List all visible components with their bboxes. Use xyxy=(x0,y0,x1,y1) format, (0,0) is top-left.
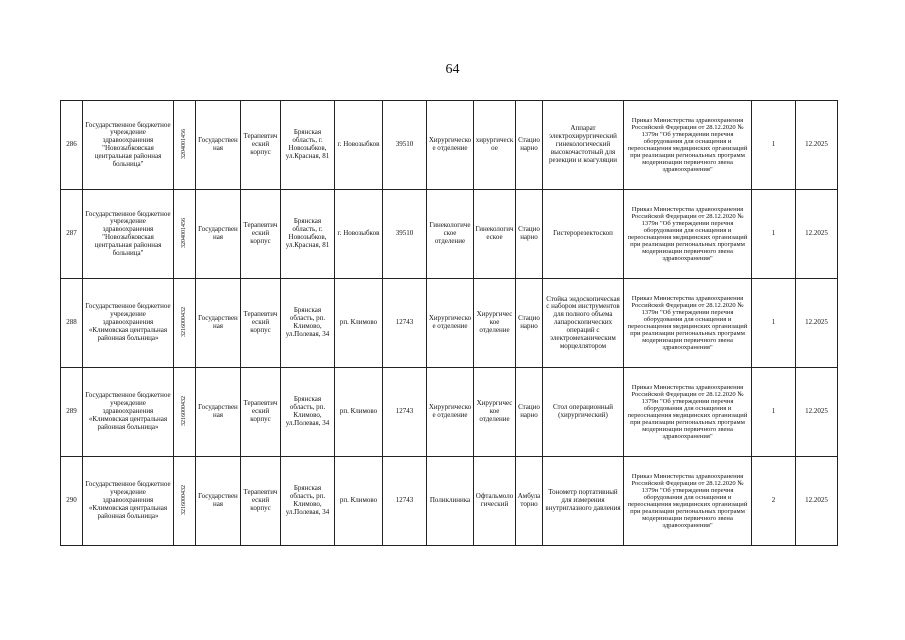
inn-code: 3216000432 xyxy=(174,368,196,457)
regulatory-order: Приказ Министерства здравоохранения Российской Федерации от 28.12.2020 № 1379н "Об утверждении перечня оборудования для оснащения и переоснащения медицинских организаций при реализации региональных программ модернизации первичного звена здравоохранения" xyxy=(624,190,752,279)
care-form: Стационарно xyxy=(516,279,543,368)
locality: г. Новозыбков xyxy=(335,190,383,279)
organization-name: Государственное бюджетное учреждение здравоохранения «Климовская центральная районная больница» xyxy=(83,368,174,457)
building-name: Терапевтический корпус xyxy=(241,368,281,457)
table-row xyxy=(61,457,838,546)
quantity: 1 xyxy=(752,279,796,368)
regulatory-order: Приказ Министерства здравоохранения Российской Федерации от 28.12.2020 № 1379н "Об утверждении перечня оборудования для оснащения и переоснащения медицинских организаций при реализации региональных программ модернизации первичного звена здравоохранения" xyxy=(624,368,752,457)
regulatory-order: Приказ Министерства здравоохранения Российской Федерации от 28.12.2020 № 1379н "Об утверждении перечня оборудования для оснащения и переоснащения медицинских организаций при реализации региональных программ модернизации первичного звена здравоохранения" xyxy=(624,101,752,190)
equipment-name: Стол операционный (хирургический) xyxy=(543,368,624,457)
delivery-date: 12.2025 xyxy=(796,101,838,190)
inn-code: 3204001456 xyxy=(174,101,196,190)
equipment-name: Гистерорезектоскоп xyxy=(543,190,624,279)
regulatory-order: Приказ Министерства здравоохранения Российской Федерации от 28.12.2020 № 1379н "Об утверждении перечня оборудования для оснащения и переоснащения медицинских организаций при реализации региональных программ модернизации первичного звена здравоохранения" xyxy=(624,279,752,368)
row-number: 287 xyxy=(61,190,83,279)
department: Хирургическое отделение xyxy=(427,368,474,457)
ownership-type: Государственная xyxy=(196,101,241,190)
oktmo-code: 12743 xyxy=(383,279,427,368)
oktmo-code: 39510 xyxy=(383,101,427,190)
registry-body xyxy=(61,101,838,546)
building-name: Терапевтический корпус xyxy=(241,457,281,546)
department: Хирургическое отделение xyxy=(427,279,474,368)
row-number: 286 xyxy=(61,101,83,190)
address: Брянская область, рп. Климово, ул.Полевая, 34 xyxy=(281,457,335,546)
locality: рп. Климово xyxy=(335,368,383,457)
oktmo-code: 39510 xyxy=(383,190,427,279)
quantity: 1 xyxy=(752,101,796,190)
address: Брянская область, г. Новозыбков, ул.Красная, 81 xyxy=(281,190,335,279)
organization-name: Государственное бюджетное учреждение здравоохранения "Новозыбковская центральная районная больница" xyxy=(83,101,174,190)
table-row xyxy=(61,368,838,457)
inn-code: 3216000432 xyxy=(174,457,196,546)
delivery-date: 12.2025 xyxy=(796,190,838,279)
ownership-type: Государственная xyxy=(196,190,241,279)
oktmo-code: 12743 xyxy=(383,368,427,457)
table-row xyxy=(61,101,838,190)
address: Брянская область, рп. Климово, ул.Полевая, 34 xyxy=(281,279,335,368)
care-form: Стационарно xyxy=(516,190,543,279)
address: Брянская область, г. Новозыбков, ул.Красная, 81 xyxy=(281,101,335,190)
equipment-name: Тонометр портативный для измерения внутриглазного давления xyxy=(543,457,624,546)
quantity: 1 xyxy=(752,190,796,279)
equipment-name: Аппарат электрохирургический гинекологический высокочастотный для резекции и коагуляции xyxy=(543,101,624,190)
equipment-registry-table xyxy=(60,100,838,546)
organization-name: Государственное бюджетное учреждение здравоохранения «Климовская центральная районная больница» xyxy=(83,457,174,546)
row-number: 290 xyxy=(61,457,83,546)
row-number: 288 xyxy=(61,279,83,368)
department: Гинекологическое отделение xyxy=(427,190,474,279)
care-form: Амбулаторно xyxy=(516,457,543,546)
ownership-type: Государственная xyxy=(196,368,241,457)
medical-profile: Хирургическое отделение xyxy=(474,368,516,457)
department: Хирургическое отделение xyxy=(427,101,474,190)
delivery-date: 12.2025 xyxy=(796,368,838,457)
care-form: Стационарно xyxy=(516,368,543,457)
regulatory-order: Приказ Министерства здравоохранения Российской Федерации от 28.12.2020 № 1379н "Об утверждении перечня оборудования для оснащения и переоснащения медицинских организаций при реализации региональных программ модернизации первичного звена здравоохранения" xyxy=(624,457,752,546)
locality: рп. Климово xyxy=(335,279,383,368)
row-number: 289 xyxy=(61,368,83,457)
ownership-type: Государственная xyxy=(196,457,241,546)
medical-profile: Гинекологическое xyxy=(474,190,516,279)
table-row xyxy=(61,190,838,279)
medical-profile: хирургическое xyxy=(474,101,516,190)
inn-code: 3216000432 xyxy=(174,279,196,368)
building-name: Терапевтический корпус xyxy=(241,101,281,190)
equipment-name: Стойка эндоскопическая с набором инструментов для полного объема лапароскопических операций с электромеханическим морцеллятором xyxy=(543,279,624,368)
organization-name: Государственное бюджетное учреждение здравоохранения "Новозыбковская центральная районная больница" xyxy=(83,190,174,279)
oktmo-code: 12743 xyxy=(383,457,427,546)
building-name: Терапевтический корпус xyxy=(241,279,281,368)
building-name: Терапевтический корпус xyxy=(241,190,281,279)
medical-profile: Хирургическое отделение xyxy=(474,279,516,368)
table-row xyxy=(61,279,838,368)
page-number: 64 xyxy=(445,62,460,77)
organization-name: Государственное бюджетное учреждение здравоохранения «Климовская центральная районная больница» xyxy=(83,279,174,368)
quantity: 1 xyxy=(752,368,796,457)
medical-profile: Офтальмологический xyxy=(474,457,516,546)
quantity: 2 xyxy=(752,457,796,546)
address: Брянская область, рп. Климово, ул.Полевая, 34 xyxy=(281,368,335,457)
locality: рп. Климово xyxy=(335,457,383,546)
care-form: Стационарно xyxy=(516,101,543,190)
locality: г. Новозыбков xyxy=(335,101,383,190)
department: Поликлиника xyxy=(427,457,474,546)
ownership-type: Государственная xyxy=(196,279,241,368)
delivery-date: 12.2025 xyxy=(796,457,838,546)
inn-code: 3204001456 xyxy=(174,190,196,279)
delivery-date: 12.2025 xyxy=(796,279,838,368)
